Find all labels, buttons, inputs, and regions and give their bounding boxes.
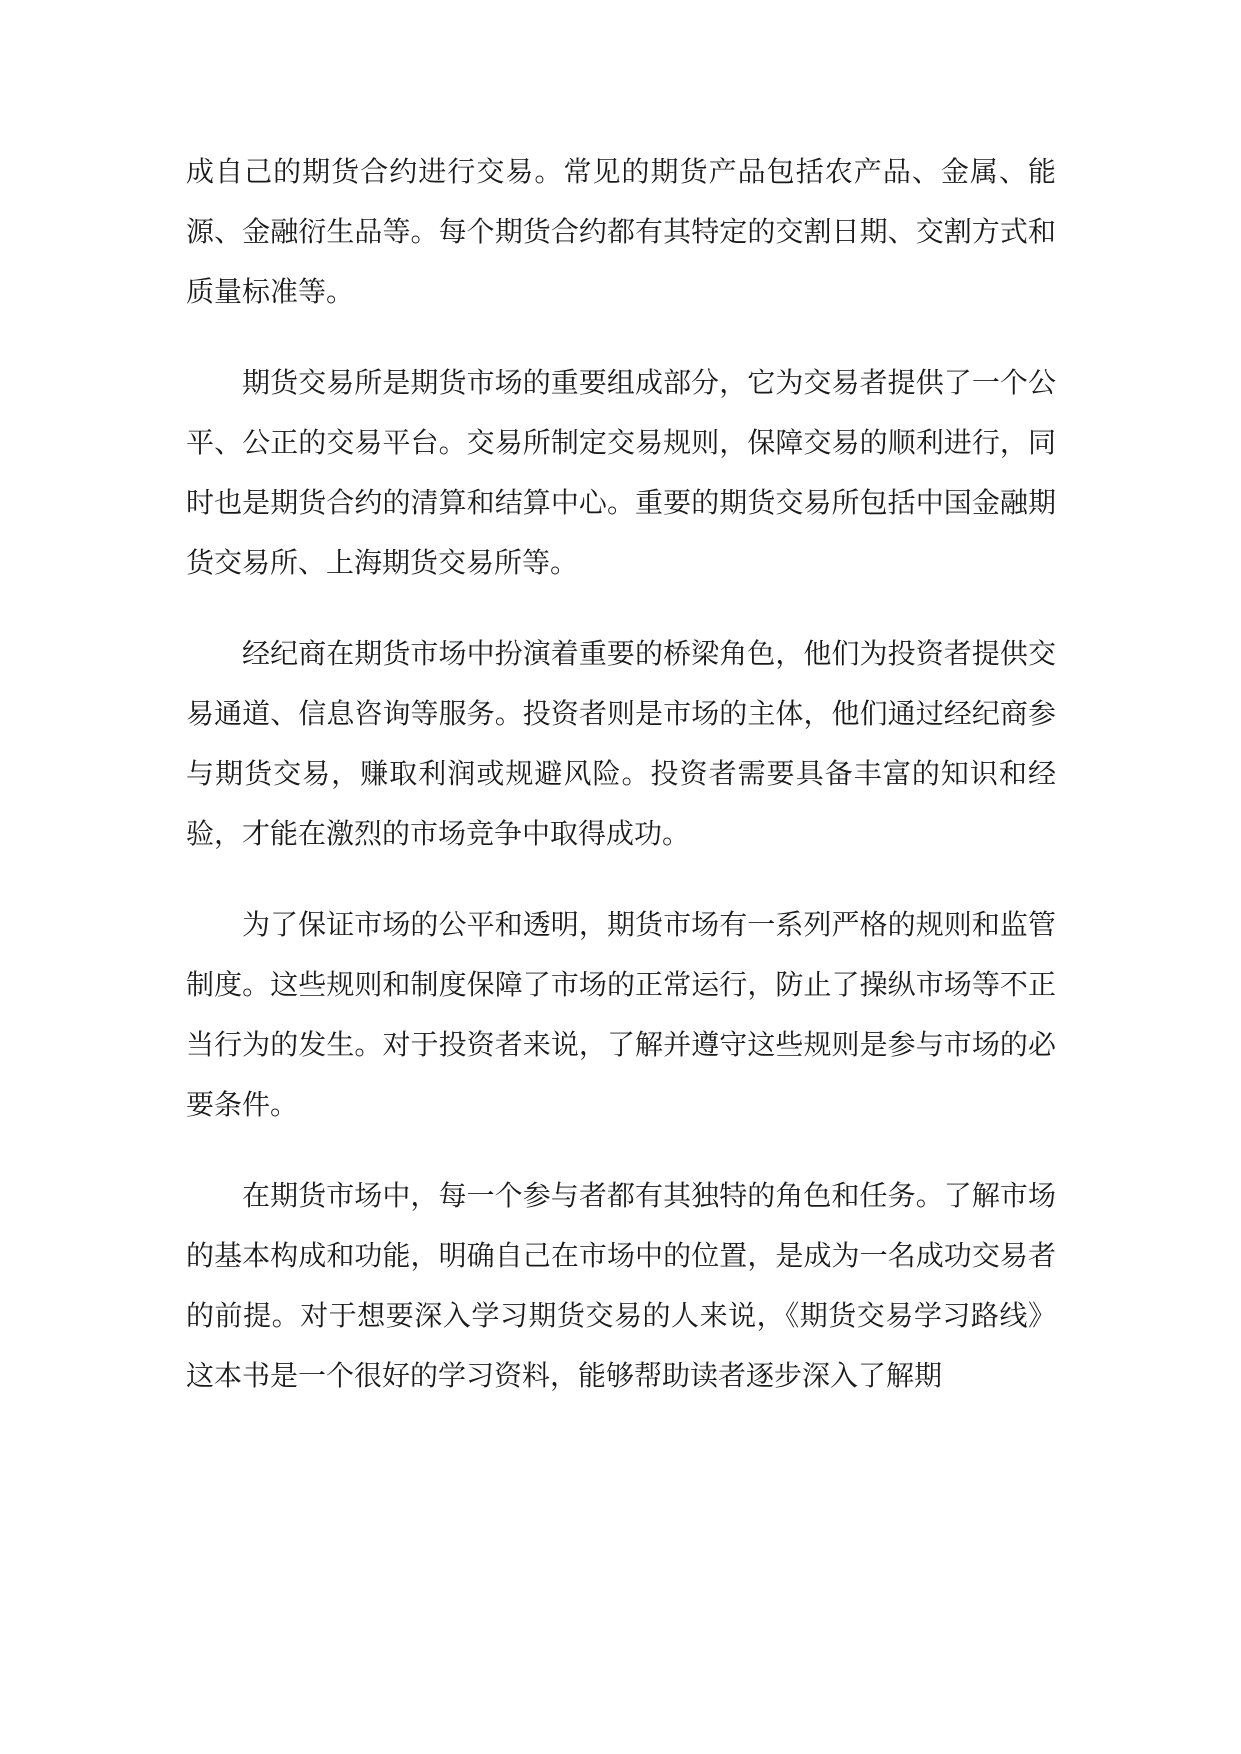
paragraph-continuation: 成自己的期货合约进行交易。常见的期货产品包括农产品、金属、能源、金融衍生品等。每个期货合约都有其特定的交割日期、交割方式和质量标准等。 [186, 155, 1056, 308]
document-body [186, 142, 1056, 1406]
paragraph-exchange: 期货交易所是期货市场的重要组成部分，它为交易者提供了一个公平、公正的交易平台。交易所制定交易规则，保障交易的顺利进行，同时也是期货合约的清算和结算中心。重要的期货交易所包括中国金融期货交易所、上海期货交易所等。 [186, 366, 1056, 579]
paragraph-participants: 在期货市场中，每一个参与者都有其独特的角色和任务。了解市场的基本构成和功能，明确自己在市场中的位置，是成为一名成功交易者的前提。对于想要深入学习期货交易的人来说，《期货交易学习路线》这本书是一个很好的学习资料，能够帮助读者逐步深入了解期 [186, 1179, 1056, 1392]
paragraph-brokers: 经纪商在期货市场中扮演着重要的桥梁角色，他们为投资者提供交易通道、信息咨询等服务。投资者则是市场的主体，他们通过经纪商参与期货交易，赚取利润或规避风险。投资者需要具备丰富的知识和经验，才能在激烈的市场竞争中取得成功。 [186, 637, 1056, 850]
paragraph-regulation: 为了保证市场的公平和透明，期货市场有一系列严格的规则和监管制度。这些规则和制度保障了市场的正常运行，防止了操纵市场等不正当行为的发生。对于投资者来说，了解并遵守这些规则是参与市场的必要条件。 [186, 908, 1056, 1121]
